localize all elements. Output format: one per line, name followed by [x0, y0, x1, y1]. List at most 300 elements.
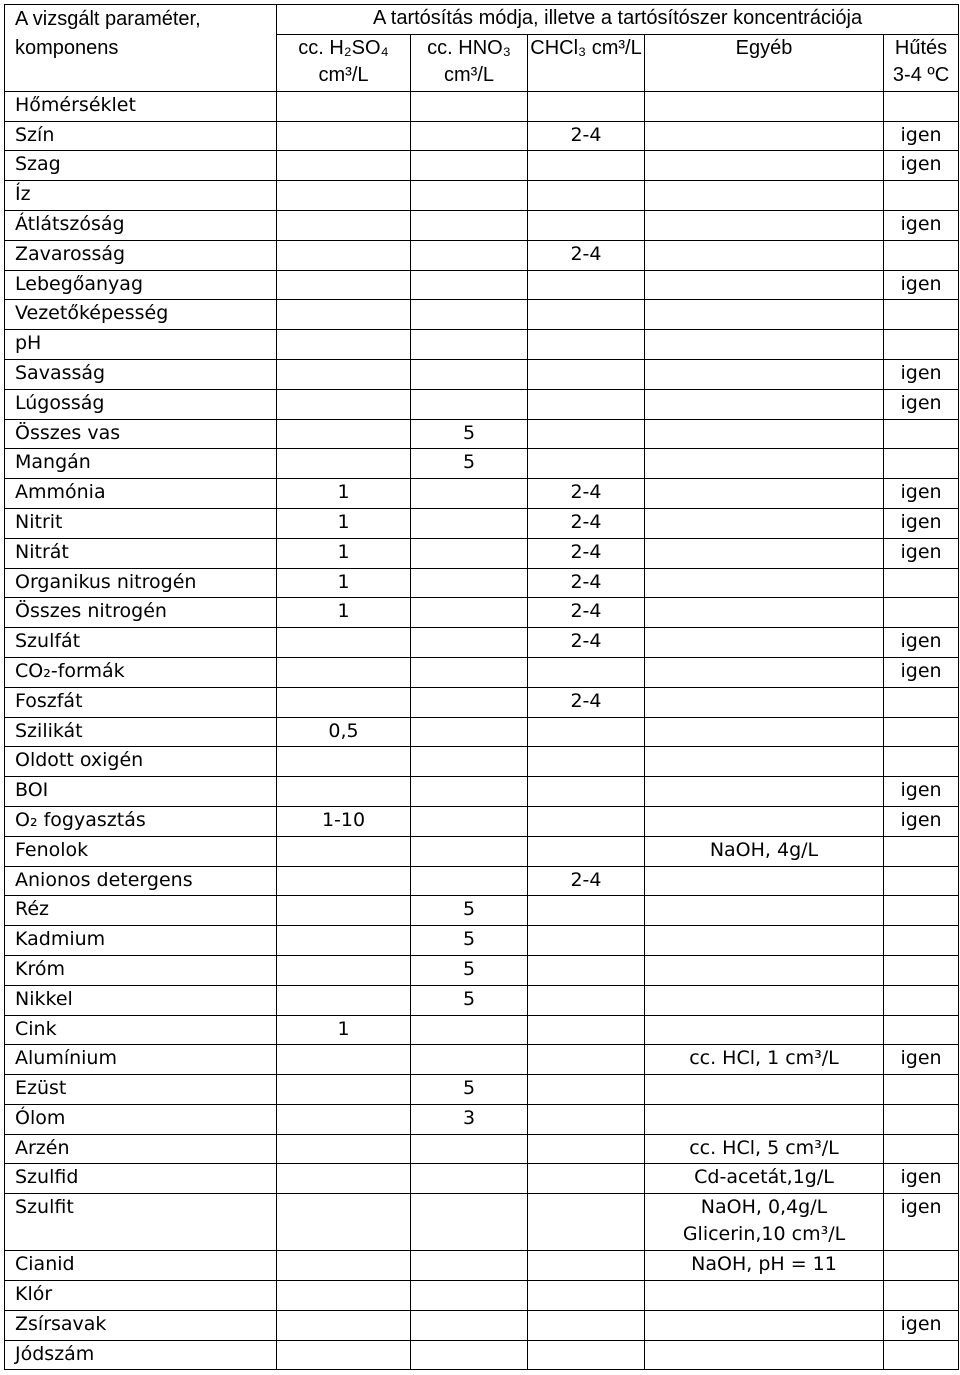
parameter-name-cell: Hőmérséklet — [5, 91, 277, 121]
table-row — [5, 985, 959, 1015]
cell-other — [645, 449, 884, 479]
cell-cooling — [884, 1075, 959, 1105]
cell-cooling — [884, 1340, 959, 1370]
cell-hno3: 3 — [411, 1104, 528, 1134]
cell-hno3 — [411, 1251, 528, 1281]
cell-h2so4 — [277, 419, 411, 449]
parameter-name-cell: Szilikát — [5, 717, 277, 747]
cell-hno3 — [411, 121, 528, 151]
cell-cooling: igen — [884, 1310, 959, 1340]
cell-h2so4 — [277, 687, 411, 717]
parameter-name-cell: Zavarosság — [5, 240, 277, 270]
cell-hno3 — [411, 747, 528, 777]
preservation-group-header: A tartósítás módja, illetve a tartósítószer koncentrációja — [277, 5, 959, 35]
cell-other — [645, 687, 884, 717]
cell-other — [645, 419, 884, 449]
cell-other — [645, 1340, 884, 1370]
parameter-name-cell: Jódszám — [5, 1340, 277, 1370]
cell-other — [645, 538, 884, 568]
cell-cooling — [884, 181, 959, 211]
cell-other — [645, 806, 884, 836]
parameter-name-cell: Összes nitrogén — [5, 598, 277, 628]
cell-other — [645, 568, 884, 598]
cell-cooling — [884, 1015, 959, 1045]
cell-other — [645, 598, 884, 628]
cell-cooling: igen — [884, 359, 959, 389]
column-header-h2so4-text: cc. H₂SO₄ cm³/L — [298, 36, 389, 86]
cell-h2so4: 1 — [277, 598, 411, 628]
cell-chcl3: 2-4 — [528, 687, 645, 717]
parameter-header-text: A vizsgált paraméter, komponens — [15, 8, 201, 59]
cell-other: Cd-acetát,1g/L — [645, 1164, 884, 1194]
cell-other — [645, 151, 884, 181]
table-row — [5, 359, 959, 389]
table-row — [5, 151, 959, 181]
cell-h2so4: 0,5 — [277, 717, 411, 747]
cell-cooling: igen — [884, 270, 959, 300]
cell-cooling — [884, 449, 959, 479]
parameter-name-cell: Ammónia — [5, 479, 277, 509]
cell-h2so4 — [277, 240, 411, 270]
cell-chcl3: 2-4 — [528, 866, 645, 896]
cell-h2so4 — [277, 1310, 411, 1340]
table-row — [5, 717, 959, 747]
cell-h2so4 — [277, 1251, 411, 1281]
cell-hno3 — [411, 1194, 528, 1251]
table-row — [5, 836, 959, 866]
cell-cooling: igen — [884, 210, 959, 240]
parameter-name-cell: Nitrát — [5, 538, 277, 568]
table-row — [5, 1194, 959, 1251]
cell-hno3 — [411, 657, 528, 687]
parameter-name-cell: Átlátszóság — [5, 210, 277, 240]
cell-cooling — [884, 598, 959, 628]
cell-other — [645, 359, 884, 389]
cell-other — [645, 300, 884, 330]
cell-cooling: igen — [884, 806, 959, 836]
table-row — [5, 91, 959, 121]
cell-other — [645, 1310, 884, 1340]
cell-h2so4 — [277, 747, 411, 777]
cell-other — [645, 330, 884, 360]
cell-chcl3 — [528, 896, 645, 926]
cell-chcl3 — [528, 1194, 645, 1251]
cell-h2so4 — [277, 91, 411, 121]
cell-hno3 — [411, 359, 528, 389]
cell-other — [645, 657, 884, 687]
cell-other — [645, 896, 884, 926]
parameter-name-cell: Klór — [5, 1281, 277, 1311]
cell-chcl3 — [528, 389, 645, 419]
table-row — [5, 1164, 959, 1194]
cell-hno3 — [411, 240, 528, 270]
cell-hno3 — [411, 1015, 528, 1045]
parameter-name-cell: Cianid — [5, 1251, 277, 1281]
cell-chcl3 — [528, 1251, 645, 1281]
cell-h2so4 — [277, 449, 411, 479]
table-row — [5, 896, 959, 926]
cell-hno3: 5 — [411, 449, 528, 479]
cell-chcl3 — [528, 985, 645, 1015]
cell-h2so4 — [277, 151, 411, 181]
cell-cooling — [884, 717, 959, 747]
cell-other — [645, 91, 884, 121]
cell-h2so4 — [277, 121, 411, 151]
cell-other — [645, 210, 884, 240]
cell-cooling — [884, 687, 959, 717]
cell-other — [645, 508, 884, 538]
cell-cooling — [884, 896, 959, 926]
cell-h2so4 — [277, 181, 411, 211]
cell-h2so4 — [277, 359, 411, 389]
parameter-name-cell: Szulfát — [5, 628, 277, 658]
parameter-name-cell: Szag — [5, 151, 277, 181]
cell-h2so4 — [277, 210, 411, 240]
parameter-name-cell: Fenolok — [5, 836, 277, 866]
cell-hno3: 5 — [411, 419, 528, 449]
table-row — [5, 1251, 959, 1281]
parameter-column-header — [5, 5, 277, 92]
cell-h2so4 — [277, 1104, 411, 1134]
cell-cooling — [884, 91, 959, 121]
cell-hno3 — [411, 270, 528, 300]
table-row — [5, 1281, 959, 1311]
cell-hno3: 5 — [411, 1075, 528, 1105]
cell-cooling — [884, 300, 959, 330]
cell-h2so4 — [277, 1075, 411, 1105]
cell-hno3 — [411, 181, 528, 211]
cell-chcl3 — [528, 359, 645, 389]
parameter-name-cell: Lebegőanyag — [5, 270, 277, 300]
parameter-name-cell: BOI — [5, 777, 277, 807]
cell-hno3 — [411, 1164, 528, 1194]
parameter-name-cell: Lúgosság — [5, 389, 277, 419]
parameter-name-cell: Anionos detergens — [5, 866, 277, 896]
cell-hno3 — [411, 91, 528, 121]
cell-h2so4 — [277, 330, 411, 360]
cell-chcl3 — [528, 151, 645, 181]
cell-chcl3 — [528, 181, 645, 211]
cell-hno3: 5 — [411, 926, 528, 956]
cell-hno3 — [411, 806, 528, 836]
table-row — [5, 568, 959, 598]
cell-h2so4 — [277, 866, 411, 896]
cell-chcl3 — [528, 1164, 645, 1194]
cell-chcl3 — [528, 210, 645, 240]
cell-chcl3 — [528, 419, 645, 449]
cell-hno3 — [411, 1134, 528, 1164]
cell-other — [645, 985, 884, 1015]
cell-other-line: Glicerin,10 cm³/L — [682, 1223, 846, 1246]
cell-other — [645, 777, 884, 807]
cell-other: cc. HCl, 1 cm³/L — [645, 1045, 884, 1075]
cell-other — [645, 955, 884, 985]
cell-h2so4 — [277, 1134, 411, 1164]
table-row — [5, 1075, 959, 1105]
cell-hno3 — [411, 628, 528, 658]
table-row — [5, 270, 959, 300]
cell-hno3 — [411, 568, 528, 598]
parameter-name-cell: Szulfit — [5, 1194, 277, 1251]
cell-chcl3 — [528, 330, 645, 360]
cell-chcl3 — [528, 91, 645, 121]
cell-hno3 — [411, 389, 528, 419]
cell-chcl3 — [528, 955, 645, 985]
cell-h2so4 — [277, 628, 411, 658]
cell-other — [645, 270, 884, 300]
cell-chcl3: 2-4 — [528, 479, 645, 509]
preservation-table — [4, 4, 959, 1370]
cell-chcl3 — [528, 1015, 645, 1045]
cell-other — [645, 1281, 884, 1311]
cell-h2so4 — [277, 1340, 411, 1370]
table-row — [5, 955, 959, 985]
cell-other — [645, 389, 884, 419]
cell-chcl3: 2-4 — [528, 240, 645, 270]
table-row — [5, 508, 959, 538]
cell-cooling — [884, 747, 959, 777]
parameter-name-cell: pH — [5, 330, 277, 360]
cell-hno3: 5 — [411, 985, 528, 1015]
cell-hno3 — [411, 479, 528, 509]
parameter-name-cell: Vezetőképesség — [5, 300, 277, 330]
cell-h2so4: 1 — [277, 568, 411, 598]
cell-hno3 — [411, 330, 528, 360]
cell-other — [645, 121, 884, 151]
cell-h2so4 — [277, 1045, 411, 1075]
cell-hno3 — [411, 210, 528, 240]
parameter-name-cell: Íz — [5, 181, 277, 211]
cell-cooling — [884, 926, 959, 956]
cell-cooling: igen — [884, 657, 959, 687]
column-header-cooling-text: Hűtés 3-4 ºC — [892, 36, 950, 86]
cell-cooling: igen — [884, 1045, 959, 1075]
parameter-name-cell: Összes vas — [5, 419, 277, 449]
cell-cooling — [884, 985, 959, 1015]
cell-chcl3: 2-4 — [528, 598, 645, 628]
table-row — [5, 330, 959, 360]
table-row — [5, 300, 959, 330]
cell-hno3 — [411, 1310, 528, 1340]
cell-chcl3 — [528, 777, 645, 807]
cell-cooling — [884, 330, 959, 360]
cell-h2so4: 1 — [277, 1015, 411, 1045]
column-header-h2so4 — [277, 34, 411, 91]
column-header-chcl3-text: CHCl₃ cm³/L — [530, 36, 642, 59]
cell-other: NaOH, 4g/L — [645, 836, 884, 866]
cell-cooling: igen — [884, 151, 959, 181]
table-row — [5, 1310, 959, 1340]
parameter-name-cell: Szín — [5, 121, 277, 151]
cell-chcl3 — [528, 449, 645, 479]
table-row — [5, 419, 959, 449]
table-row — [5, 1104, 959, 1134]
cell-cooling: igen — [884, 508, 959, 538]
cell-other — [645, 181, 884, 211]
cell-cooling: igen — [884, 1194, 959, 1251]
cell-h2so4 — [277, 926, 411, 956]
cell-cooling — [884, 866, 959, 896]
cell-h2so4 — [277, 896, 411, 926]
cell-chcl3 — [528, 657, 645, 687]
cell-other — [645, 628, 884, 658]
table-row — [5, 449, 959, 479]
cell-hno3 — [411, 1340, 528, 1370]
table-row — [5, 687, 959, 717]
cell-hno3 — [411, 687, 528, 717]
cell-other: NaOH, pH = 11 — [645, 1251, 884, 1281]
table-row — [5, 806, 959, 836]
cell-other — [645, 1075, 884, 1105]
cell-cooling: igen — [884, 121, 959, 151]
parameter-name-cell: Réz — [5, 896, 277, 926]
cell-chcl3 — [528, 270, 645, 300]
parameter-name-cell: Zsírsavak — [5, 1310, 277, 1340]
cell-chcl3 — [528, 1045, 645, 1075]
cell-chcl3: 2-4 — [528, 628, 645, 658]
cell-hno3: 5 — [411, 955, 528, 985]
cell-h2so4 — [277, 955, 411, 985]
table-row — [5, 538, 959, 568]
cell-cooling — [884, 1251, 959, 1281]
column-header-cooling — [884, 34, 959, 91]
cell-hno3: 5 — [411, 896, 528, 926]
cell-hno3 — [411, 1281, 528, 1311]
cell-other-line: NaOH, 0,4g/L — [700, 1196, 828, 1219]
cell-other: cc. HCl, 5 cm³/L — [645, 1134, 884, 1164]
cell-hno3 — [411, 777, 528, 807]
cell-h2so4 — [277, 657, 411, 687]
parameter-name-cell: Nikkel — [5, 985, 277, 1015]
parameter-name-cell: Szulfid — [5, 1164, 277, 1194]
cell-cooling — [884, 240, 959, 270]
cell-cooling — [884, 955, 959, 985]
parameter-name-cell: Savasság — [5, 359, 277, 389]
cell-chcl3: 2-4 — [528, 538, 645, 568]
table-row — [5, 121, 959, 151]
cell-cooling: igen — [884, 538, 959, 568]
cell-chcl3 — [528, 836, 645, 866]
table-row — [5, 657, 959, 687]
parameter-name-cell: Oldott oxigén — [5, 747, 277, 777]
cell-cooling — [884, 419, 959, 449]
cell-other — [645, 747, 884, 777]
cell-h2so4 — [277, 1194, 411, 1251]
cell-other — [645, 479, 884, 509]
cell-chcl3: 2-4 — [528, 508, 645, 538]
cell-other — [645, 1015, 884, 1045]
cell-chcl3 — [528, 1340, 645, 1370]
cell-h2so4: 1 — [277, 538, 411, 568]
cell-chcl3 — [528, 1310, 645, 1340]
cell-cooling — [884, 568, 959, 598]
cell-h2so4: 1 — [277, 479, 411, 509]
table-row — [5, 777, 959, 807]
table-row — [5, 210, 959, 240]
cell-cooling: igen — [884, 1164, 959, 1194]
table-row — [5, 926, 959, 956]
cell-cooling — [884, 836, 959, 866]
cell-chcl3 — [528, 806, 645, 836]
cell-h2so4 — [277, 1164, 411, 1194]
cell-other — [645, 1194, 884, 1251]
table-body — [5, 91, 959, 1370]
cell-hno3 — [411, 300, 528, 330]
table-row — [5, 747, 959, 777]
cell-other — [645, 866, 884, 896]
parameter-name-cell: O₂ fogyasztás — [5, 806, 277, 836]
cell-h2so4: 1-10 — [277, 806, 411, 836]
cell-h2so4 — [277, 389, 411, 419]
table-row — [5, 479, 959, 509]
column-header-hno3-text: cc. HNO₃ cm³/L — [427, 36, 511, 86]
table-row — [5, 1015, 959, 1045]
cell-chcl3 — [528, 1281, 645, 1311]
table-row — [5, 181, 959, 211]
table-row — [5, 598, 959, 628]
cell-chcl3 — [528, 1104, 645, 1134]
parameter-name-cell: Organikus nitrogén — [5, 568, 277, 598]
cell-hno3 — [411, 717, 528, 747]
cell-hno3 — [411, 508, 528, 538]
cell-cooling: igen — [884, 628, 959, 658]
table-row — [5, 240, 959, 270]
parameter-name-cell: Alumínium — [5, 1045, 277, 1075]
table-row — [5, 628, 959, 658]
cell-h2so4 — [277, 300, 411, 330]
cell-chcl3 — [528, 300, 645, 330]
parameter-name-cell: Nitrit — [5, 508, 277, 538]
table-row — [5, 1340, 959, 1370]
cell-hno3 — [411, 538, 528, 568]
parameter-name-cell: Arzén — [5, 1134, 277, 1164]
table-row — [5, 866, 959, 896]
cell-chcl3 — [528, 747, 645, 777]
cell-h2so4 — [277, 777, 411, 807]
column-header-chcl3 — [528, 34, 645, 91]
column-header-other — [645, 34, 884, 91]
cell-other — [645, 926, 884, 956]
cell-hno3 — [411, 151, 528, 181]
cell-cooling: igen — [884, 777, 959, 807]
cell-h2so4 — [277, 1281, 411, 1311]
parameter-name-cell: Ólom — [5, 1104, 277, 1134]
cell-h2so4 — [277, 270, 411, 300]
cell-cooling — [884, 1281, 959, 1311]
cell-chcl3 — [528, 926, 645, 956]
cell-cooling — [884, 1134, 959, 1164]
cell-chcl3 — [528, 1075, 645, 1105]
cell-cooling: igen — [884, 479, 959, 509]
column-header-hno3 — [411, 34, 528, 91]
cell-chcl3: 2-4 — [528, 121, 645, 151]
cell-h2so4 — [277, 836, 411, 866]
cell-chcl3: 2-4 — [528, 568, 645, 598]
cell-hno3 — [411, 1045, 528, 1075]
parameter-name-cell: Mangán — [5, 449, 277, 479]
parameter-name-cell: CO₂-formák — [5, 657, 277, 687]
cell-h2so4: 1 — [277, 508, 411, 538]
parameter-name-cell: Kadmium — [5, 926, 277, 956]
cell-cooling — [884, 1104, 959, 1134]
cell-hno3 — [411, 598, 528, 628]
column-header-other-text: Egyéb — [735, 36, 793, 59]
cell-other — [645, 717, 884, 747]
cell-cooling: igen — [884, 389, 959, 419]
cell-hno3 — [411, 836, 528, 866]
table-row — [5, 1134, 959, 1164]
cell-chcl3 — [528, 1134, 645, 1164]
